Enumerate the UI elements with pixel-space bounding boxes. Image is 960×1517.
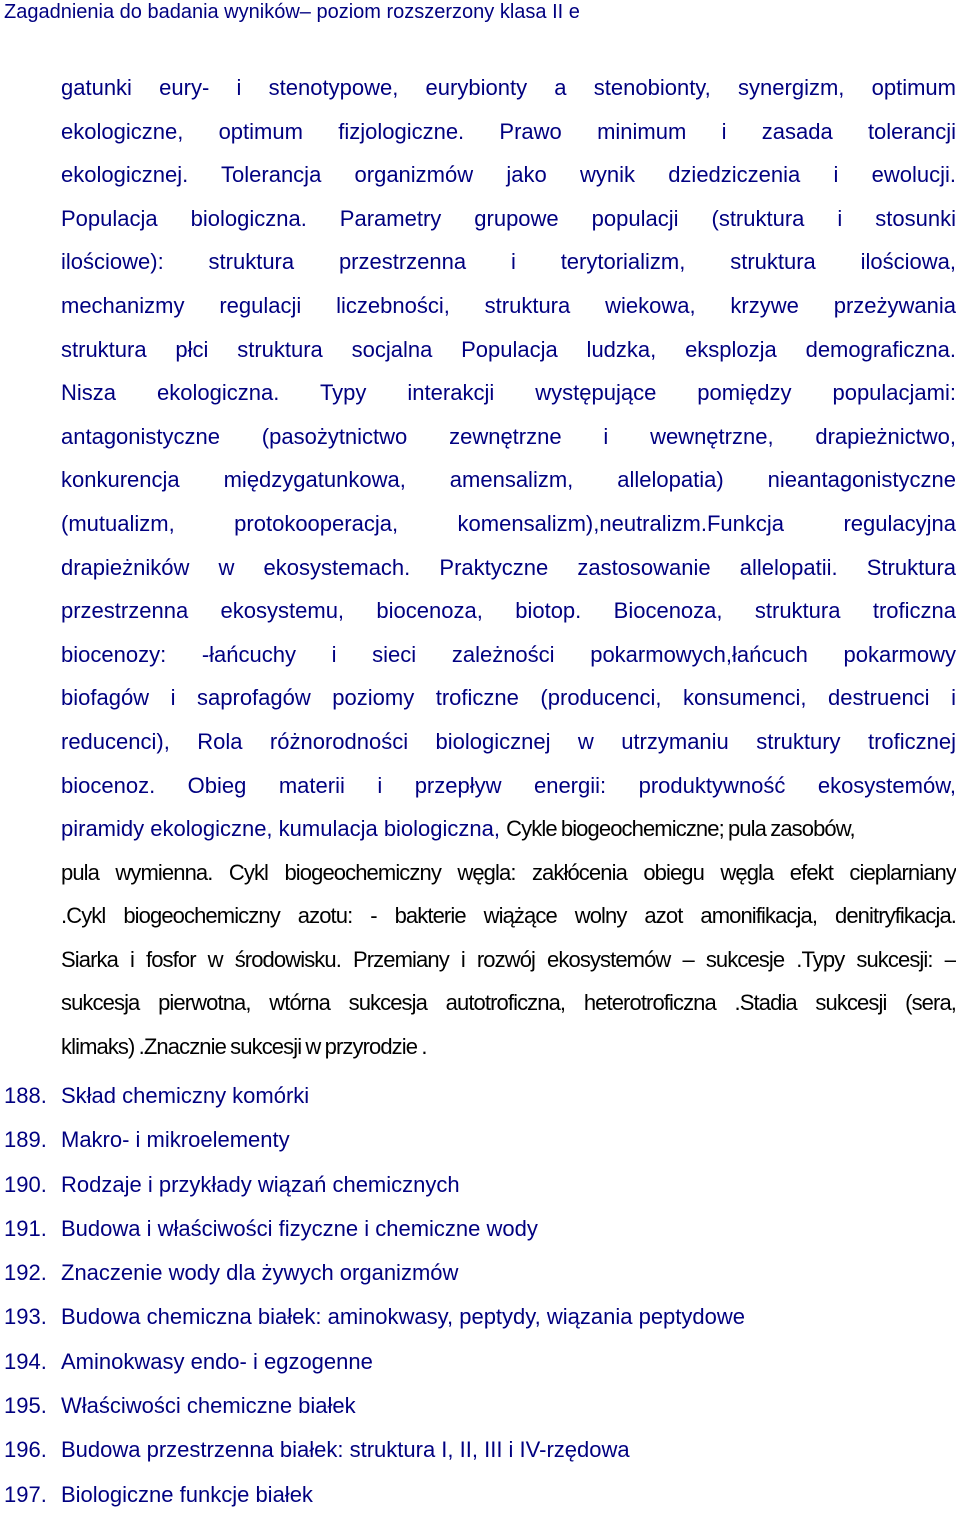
paragraph-line: (mutualizm, protokooperacja, komensalizm),neutralizm.Funkcja regulacyjna bbox=[61, 510, 956, 536]
paragraph-line: struktura płci struktura socjalna Populacja ludzka, eksplozja demograficzna. bbox=[61, 336, 956, 362]
list-item-text: Właściwości chemiczne białek bbox=[61, 1393, 356, 1419]
paragraph-line: konkurencja międzygatunkowa, amensalizm, allelopatia) nieantagonistyczne bbox=[61, 467, 956, 493]
numbered-list bbox=[0, 1074, 960, 1517]
list-item bbox=[0, 1340, 960, 1384]
page-header: Zagadnienia do badania wyników– poziom rozszerzony klasa II e bbox=[4, 1, 580, 23]
list-item-number: 193. bbox=[4, 1304, 47, 1330]
list-item-number: 190. bbox=[4, 1171, 47, 1197]
list-item-text: Aminokwasy endo- i egzogenne bbox=[61, 1348, 373, 1374]
paragraph-line: ekologiczne, optimum fizjologiczne. Prawo minimum i zasada tolerancji bbox=[61, 118, 956, 144]
paragraph-line: mechanizmy regulacji liczebności, struktura wiekowa, krzywe przeżywania bbox=[61, 292, 956, 318]
paragraph-line: Siarka i fosfor w środowisku. Przemiany i rozwój ekosystemów – sukcesje .Typy sukcesji: – bbox=[61, 946, 956, 972]
list-item-number: 197. bbox=[4, 1481, 47, 1507]
list-item bbox=[0, 1074, 960, 1118]
paragraph-line: biocenoz. Obieg materii i przepływ energii: produktywność ekosystemów, bbox=[61, 772, 956, 798]
list-item bbox=[0, 1384, 960, 1428]
paragraph-line: Populacja biologiczna. Parametry grupowe populacji (struktura i stosunki bbox=[61, 205, 956, 231]
list-item-text: Budowa przestrzenna białek: struktura I, II, III i IV-rzędowa bbox=[61, 1437, 630, 1463]
list-item bbox=[0, 1428, 960, 1472]
list-item-text: Skład chemiczny komórki bbox=[61, 1083, 310, 1108]
list-item bbox=[0, 1473, 960, 1517]
paragraph-line: drapieżników w ekosystemach. Praktyczne zastosowanie allelopatii. Struktura bbox=[61, 554, 956, 580]
list-item-text: Budowa chemiczna białek: aminokwasy, peptydy, wiązania peptydowe bbox=[61, 1304, 745, 1330]
paragraph-line: biofagów i saprofagów poziomy troficzne (producenci, konsumenci, destruenci i bbox=[61, 685, 956, 711]
paragraph-segment: Cykle biogeochemiczne; pula zasobów, bbox=[506, 816, 855, 842]
list-item-text: Makro- i mikroelementy bbox=[61, 1127, 290, 1153]
list-item-number: 196. bbox=[4, 1437, 47, 1463]
paragraph-line: sukcesja pierwotna, wtórna sukcesja autotroficzna, heterotroficzna .Stadia sukcesji (sera, bbox=[61, 990, 956, 1016]
paragraph-line: pula wymienna. Cykl biogeochemiczny węgla: zakłócenia obiegu węgla efekt cieplarniany bbox=[61, 859, 956, 885]
paragraph-line: ekologicznej. Tolerancja organizmów jako wynik dziedziczenia i ewolucji. bbox=[61, 162, 956, 188]
body-paragraph bbox=[61, 66, 956, 1069]
list-item-text: Biologiczne funkcje białek bbox=[61, 1481, 313, 1507]
paragraph-line: Nisza ekologiczna. Typy interakcji występujące pomiędzy populacjami: bbox=[61, 380, 956, 406]
list-item-number: 191. bbox=[4, 1215, 47, 1241]
paragraph-line bbox=[61, 807, 956, 851]
list-item bbox=[0, 1251, 960, 1295]
list-item-number: 195. bbox=[4, 1393, 47, 1419]
paragraph-line: biocenozy: -łańcuchy i sieci zależności pokarmowych,łańcuch pokarmowy bbox=[61, 641, 956, 667]
list-item-text: Znaczenie wody dla żywych organizmów bbox=[61, 1260, 459, 1286]
paragraph-line: .Cykl biogeochemiczny azotu: - bakterie wiążące wolny azot amonifikacja, denitryfikacja. bbox=[61, 903, 956, 929]
list-item-number: 189. bbox=[4, 1127, 47, 1153]
paragraph-segment: piramidy ekologiczne, kumulacja biologiczna, bbox=[61, 816, 501, 842]
paragraph-line: klimaks) .Znacznie sukcesji w przyrodzie . bbox=[61, 1034, 427, 1060]
list-item-number: 192. bbox=[4, 1260, 47, 1286]
list-item bbox=[0, 1295, 960, 1339]
list-item bbox=[0, 1163, 960, 1207]
paragraph-line: gatunki eury- i stenotypowe, eurybionty a stenobionty, synergizm, optimum bbox=[61, 75, 956, 100]
list-item bbox=[0, 1207, 960, 1251]
paragraph-line: ilościowe): struktura przestrzenna i terytorializm, struktura ilościowa, bbox=[61, 249, 956, 275]
list-item-text: Budowa i właściwości fizyczne i chemiczne wody bbox=[61, 1215, 538, 1241]
list-item bbox=[0, 1118, 960, 1162]
paragraph-line: przestrzenna ekosystemu, biocenoza, biotop. Biocenoza, struktura troficzna bbox=[61, 598, 956, 624]
list-item-number: 188. bbox=[4, 1083, 47, 1108]
paragraph-line: reducenci), Rola różnorodności biologicznej w utrzymaniu struktury troficznej bbox=[61, 728, 956, 754]
list-item-number: 194. bbox=[4, 1348, 47, 1374]
paragraph-line: antagonistyczne (pasożytnictwo zewnętrzne i wewnętrzne, drapieżnictwo, bbox=[61, 423, 956, 449]
list-item-text: Rodzaje i przykłady wiązań chemicznych bbox=[61, 1171, 460, 1197]
